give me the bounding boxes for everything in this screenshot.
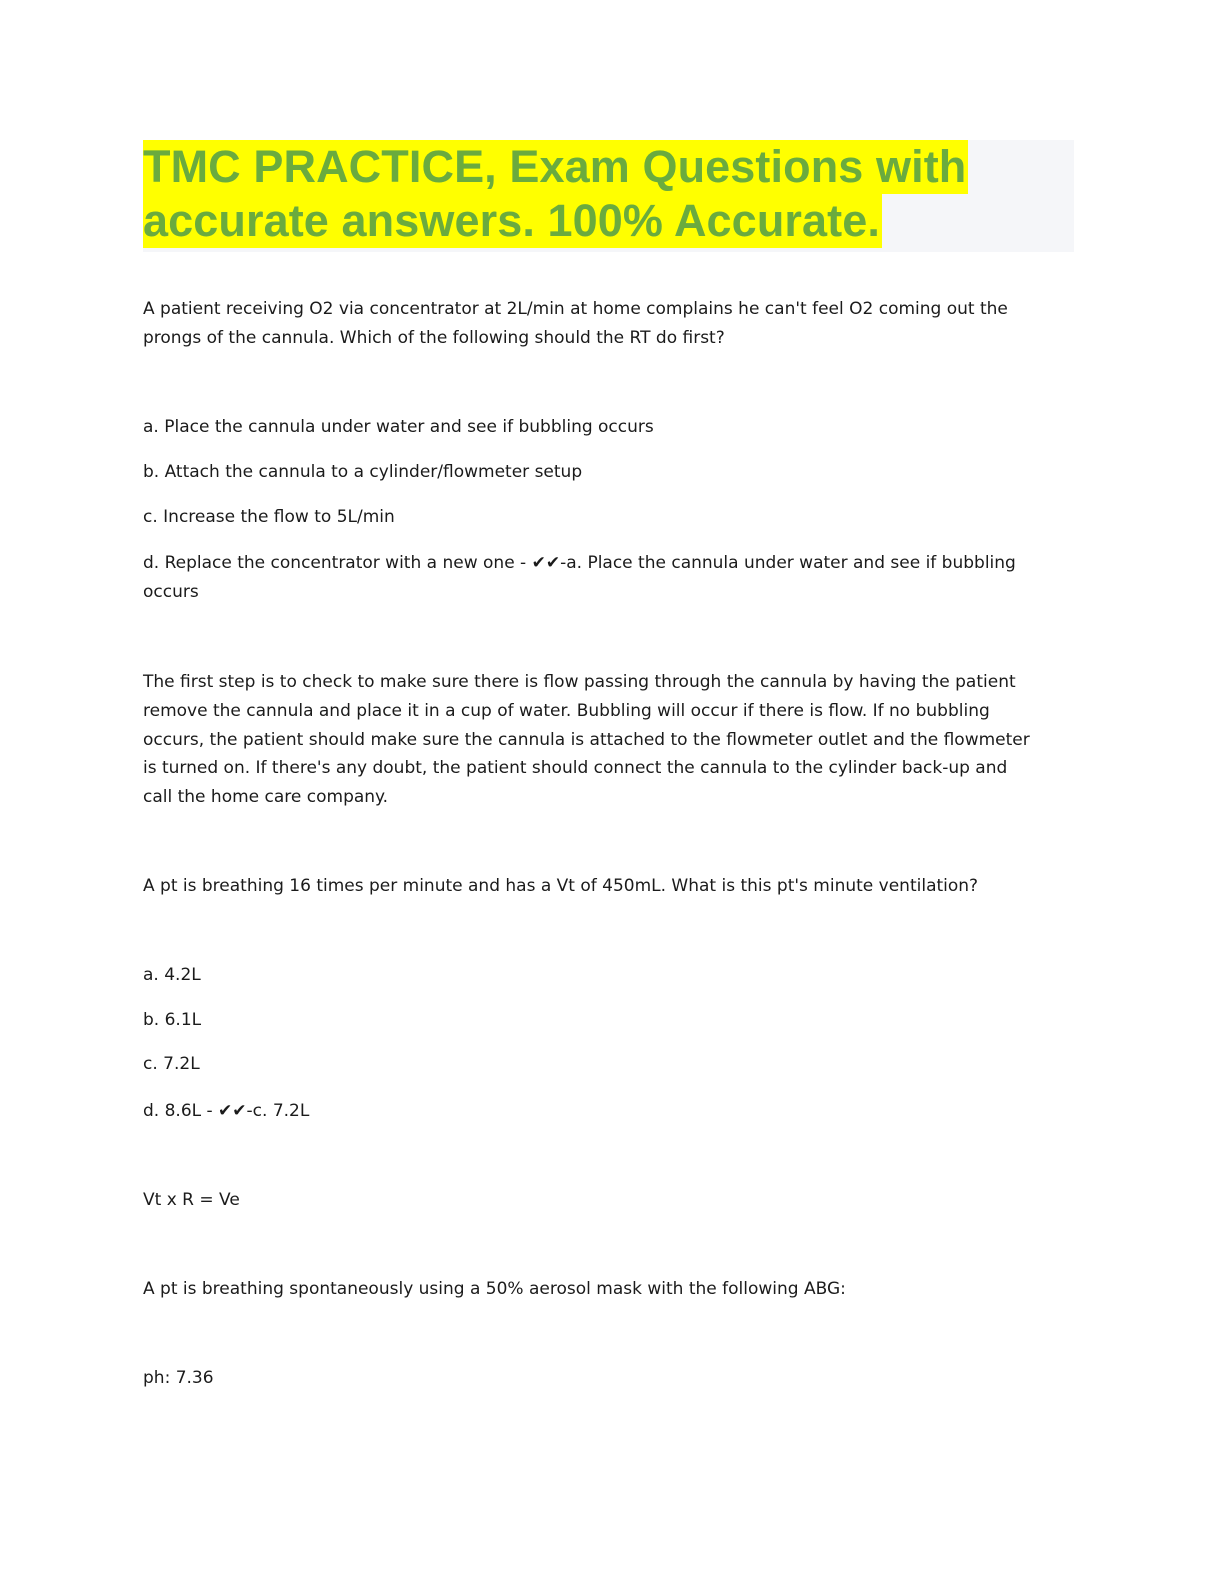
- q3-ph-value: ph: 7.36: [143, 1368, 214, 1388]
- q1-explanation-line-4: is turned on. If there's any doubt, the patient should connect the cannula to the cylinder back-up and: [143, 758, 1008, 778]
- q1-option-a: a. Place the cannula under water and see if bubbling occurs: [143, 417, 654, 437]
- title-block: [143, 140, 1074, 252]
- q2-explanation: Vt x R = Ve: [143, 1190, 240, 1210]
- q1-option-c: c. Increase the flow to 5L/min: [143, 507, 395, 527]
- title-line-1: TMC PRACTICE, Exam Questions with: [143, 141, 967, 192]
- title-line-2: accurate answers. 100% Accurate.: [143, 195, 880, 246]
- q1-stem-line-1: A patient receiving O2 via concentrator at 2L/min at home complains he can't feel O2 coming out the: [143, 299, 1008, 319]
- q2-option-d: d. 8.6L - ✔✔-c. 7.2L: [143, 1101, 310, 1121]
- q2-option-a: a. 4.2L: [143, 965, 201, 985]
- q1-option-b: b. Attach the cannula to a cylinder/flowmeter setup: [143, 462, 583, 482]
- q1-option-d-line-2: occurs: [143, 582, 199, 602]
- q2-option-b: b. 6.1L: [143, 1010, 202, 1030]
- q1-option-d-line-1: d. Replace the concentrator with a new one - ✔✔-a. Place the cannula under water and see if bubbling: [143, 553, 1016, 573]
- q1-explanation-line-3: occurs, the patient should make sure the cannula is attached to the flowmeter outlet and the flowmeter: [143, 730, 1030, 750]
- q2-option-c: c. 7.2L: [143, 1054, 200, 1074]
- q1-stem-line-2: prongs of the cannula. Which of the following should the RT do first?: [143, 328, 725, 348]
- q1-explanation-line-1: The first step is to check to make sure there is flow passing through the cannula by having the patient: [143, 672, 1016, 692]
- q3-stem: A pt is breathing spontaneously using a 50% aerosol mask with the following ABG:: [143, 1279, 846, 1299]
- q2-stem: A pt is breathing 16 times per minute and has a Vt of 450mL. What is this pt's minute ventilation?: [143, 876, 979, 896]
- q1-explanation-line-2: remove the cannula and place it in a cup of water. Bubbling will occur if there is flow. If no bubbling: [143, 701, 990, 721]
- q1-explanation-line-5: call the home care company.: [143, 787, 389, 807]
- document-title: [143, 140, 1074, 248]
